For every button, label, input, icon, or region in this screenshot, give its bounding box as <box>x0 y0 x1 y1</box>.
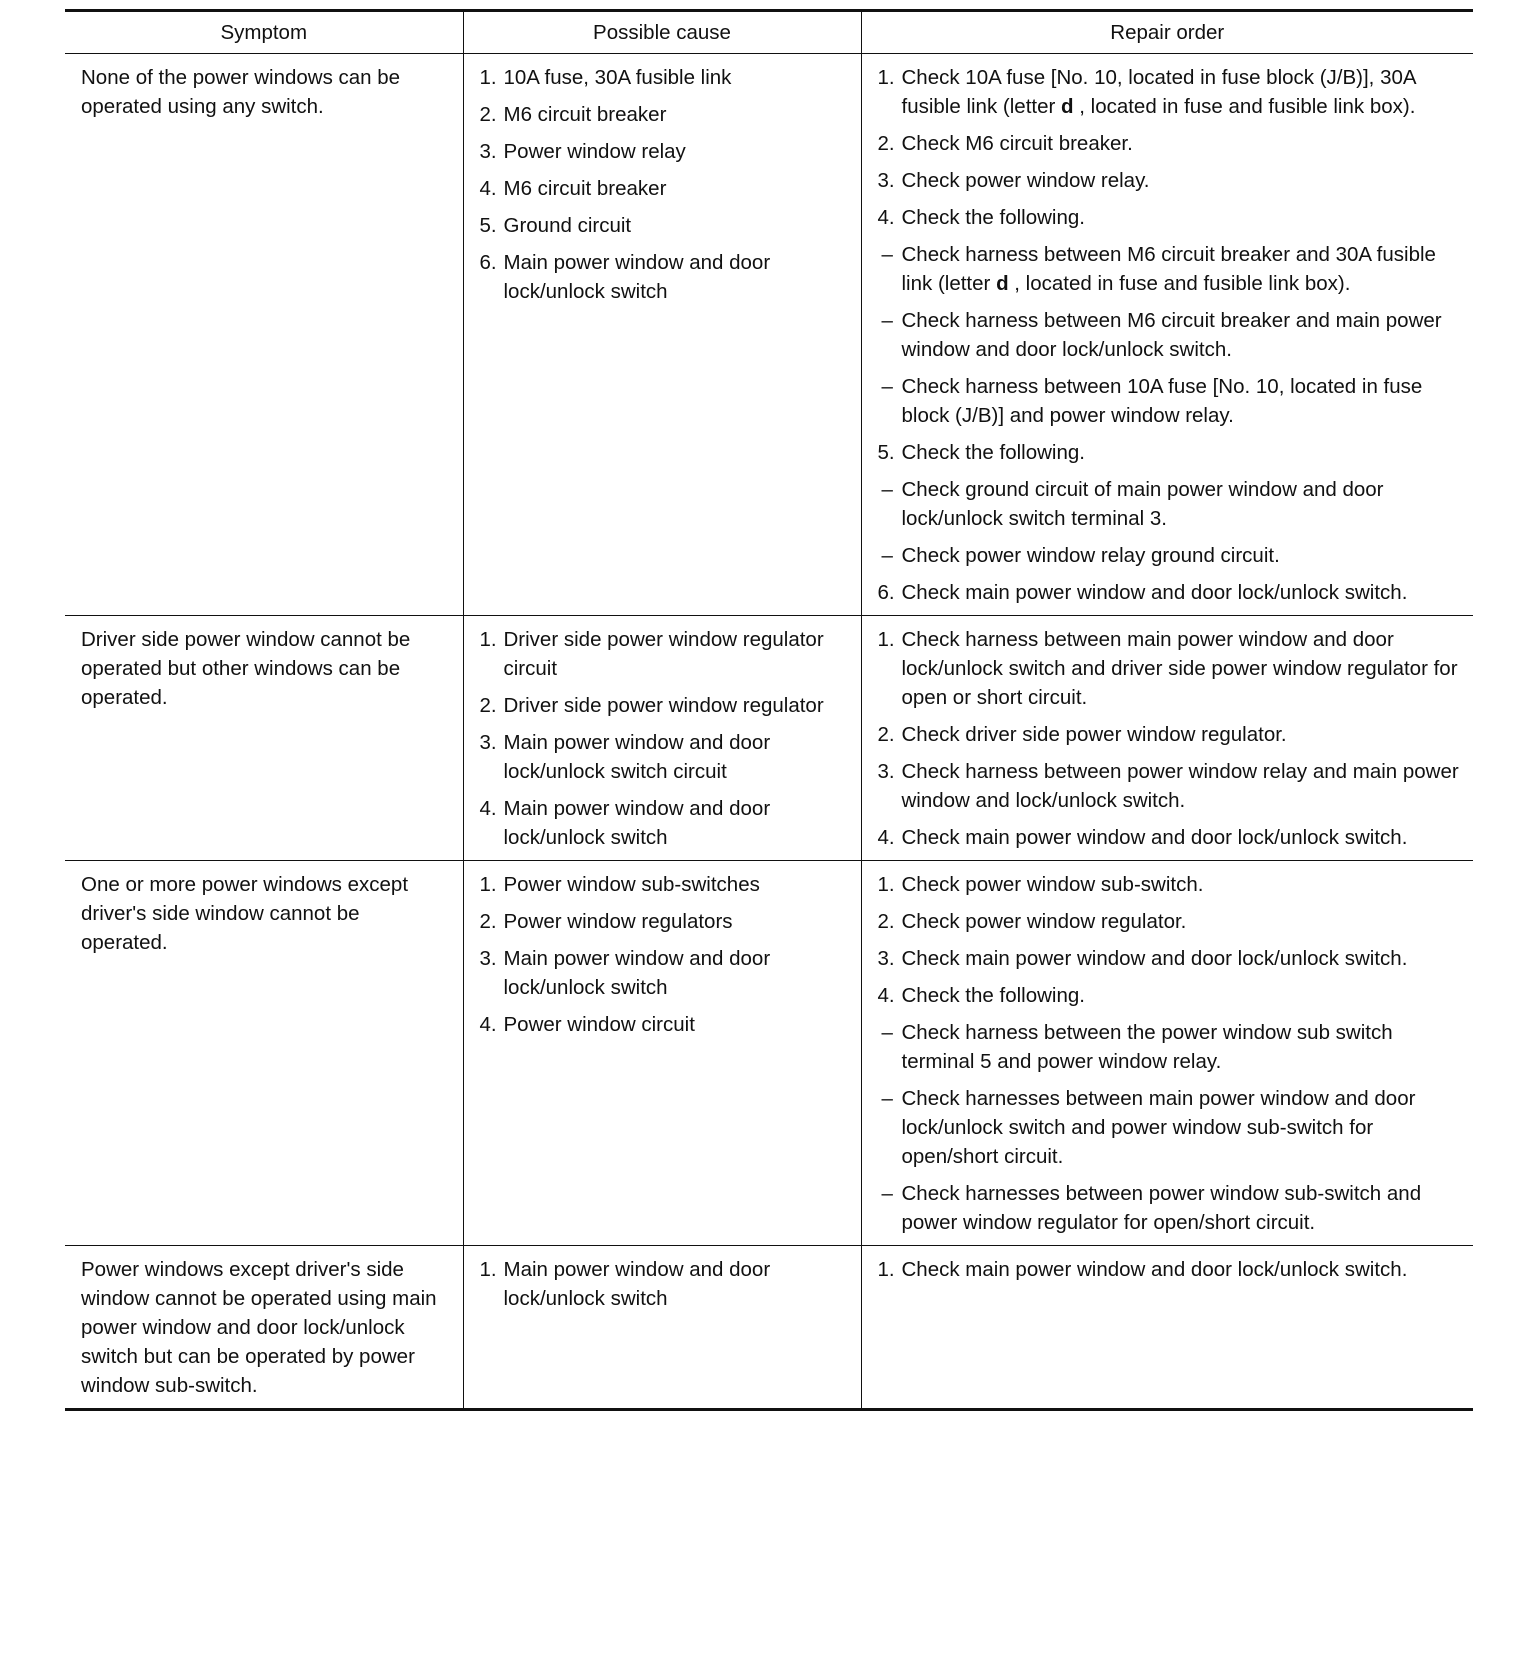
list-item-text: Power window circuit <box>503 1013 695 1036</box>
possible-cause-cell <box>463 861 861 1246</box>
cause-item <box>480 907 851 936</box>
list-item-text: Driver side power window regulator <box>503 694 824 717</box>
troubleshooting-sheet <box>65 9 1473 1411</box>
list-item-text: Check power window regulator. <box>901 910 1187 933</box>
list-marker: – <box>881 309 893 332</box>
repair-order-cell <box>861 1246 1473 1410</box>
list-marker: 4. <box>479 177 497 200</box>
list-marker: 2. <box>877 132 895 155</box>
list-item-text: Ground circuit <box>503 214 632 237</box>
list-item-text: Check harness between main power window and door lock/unlock switch and driver side power window regulator for open or short circuit. <box>901 628 1458 709</box>
list-marker: 5. <box>877 441 895 464</box>
list-item-text: Main power window and door lock/unlock switch <box>503 251 771 303</box>
symptom-cell <box>65 1246 463 1410</box>
repair-item <box>878 823 1462 852</box>
list-marker: 1. <box>877 66 895 89</box>
repair-item <box>878 1255 1462 1284</box>
list-item-text: Check main power window and door lock/unlock switch. <box>901 947 1408 970</box>
symptom-table <box>65 9 1473 1411</box>
repair-item <box>878 1084 1462 1171</box>
repair-item <box>878 1179 1462 1237</box>
list-marker: 3. <box>877 760 895 783</box>
header-row <box>65 11 1473 54</box>
repair-item <box>878 306 1462 364</box>
list-item-text: Main power window and door lock/unlock switch circuit <box>503 731 771 783</box>
list-item-text: Check harness between power window relay and main power window and lock/unlock switch. <box>901 760 1459 812</box>
symptom-text: Driver side power window cannot be operated but other windows can be operated. <box>81 628 411 709</box>
symptom-cell <box>65 54 463 616</box>
repair-item <box>878 870 1462 899</box>
list-item-text: Main power window and door lock/unlock switch <box>503 1258 771 1310</box>
symptom-text: One or more power windows except driver's side window cannot be operated. <box>81 873 409 954</box>
list-marker: 2. <box>479 910 497 933</box>
list-marker: 1. <box>479 1258 497 1281</box>
list-item-text: Check power window relay. <box>901 169 1150 192</box>
cause-item <box>480 944 851 1002</box>
list-item-text: Check main power window and door lock/unlock switch. <box>901 826 1408 849</box>
possible-cause-cell <box>463 616 861 861</box>
list-marker: 1. <box>877 873 895 896</box>
list-marker: 4. <box>479 797 497 820</box>
list-item-text: Power window sub-switches <box>503 873 760 896</box>
list-marker: – <box>881 1021 893 1044</box>
table-row <box>65 861 1473 1246</box>
possible-cause-cell <box>463 1246 861 1410</box>
repair-order-cell <box>861 861 1473 1246</box>
repair-item <box>878 757 1462 815</box>
possible-cause-cell <box>463 54 861 616</box>
list-marker: 1. <box>877 1258 895 1281</box>
list-item-text: Check power window relay ground circuit. <box>901 544 1280 567</box>
repair-item <box>878 1018 1462 1076</box>
list-marker: 3. <box>479 947 497 970</box>
list-item-text: Check harness between M6 circuit breaker and 30A fusible link (letter d , located in fuse and fusible link box). <box>901 243 1436 295</box>
list-item-text: Driver side power window regulator circuit <box>503 628 824 680</box>
cause-item <box>480 248 851 306</box>
repair-item <box>878 240 1462 298</box>
symptom-text: Power windows except driver's side window cannot be operated using main power window and door lock/unlock switch but can be operated by power window sub-switch. <box>81 1258 437 1397</box>
repair-order-cell <box>861 616 1473 861</box>
list-item-text: Check harness between 10A fuse [No. 10, located in fuse block (J/B)] and power window relay. <box>901 375 1423 427</box>
list-marker: 5. <box>479 214 497 237</box>
header-symptom: Symptom <box>65 11 463 54</box>
list-marker: 3. <box>479 140 497 163</box>
list-marker: 2. <box>479 694 497 717</box>
list-item-text: Check M6 circuit breaker. <box>901 132 1133 155</box>
list-marker: 1. <box>877 628 895 651</box>
repair-item <box>878 944 1462 973</box>
cause-item <box>480 174 851 203</box>
cause-item <box>480 100 851 129</box>
list-marker: 1. <box>479 628 497 651</box>
cause-item <box>480 1010 851 1039</box>
repair-item <box>878 372 1462 430</box>
list-item-text: M6 circuit breaker <box>503 103 667 126</box>
list-item-text: M6 circuit breaker <box>503 177 667 200</box>
list-item-text: 10A fuse, 30A fusible link <box>503 66 732 89</box>
repair-order-cell <box>861 54 1473 616</box>
list-marker: 6. <box>877 581 895 604</box>
list-item-text: Check harness between the power window sub switch terminal 5 and power window relay. <box>901 1021 1393 1073</box>
repair-item <box>878 907 1462 936</box>
repair-item <box>878 720 1462 749</box>
list-item-text: Check harnesses between main power window and door lock/unlock switch and power window sub-switch for open/short circuit. <box>901 1087 1416 1168</box>
cause-item <box>480 625 851 683</box>
list-item-text: Check driver side power window regulator. <box>901 723 1287 746</box>
table-row <box>65 616 1473 861</box>
repair-item <box>878 578 1462 607</box>
list-marker: 2. <box>877 723 895 746</box>
cause-item <box>480 794 851 852</box>
header-repair-order: Repair order <box>861 11 1473 54</box>
list-marker: 4. <box>877 206 895 229</box>
table-header <box>65 11 1473 54</box>
cause-item <box>480 63 851 92</box>
list-marker: 4. <box>479 1013 497 1036</box>
symptom-text: None of the power windows can be operated using any switch. <box>81 66 401 118</box>
cause-item <box>480 137 851 166</box>
list-item-text: Check the following. <box>901 441 1085 464</box>
list-marker: 4. <box>877 984 895 1007</box>
list-marker: 1. <box>479 873 497 896</box>
list-item-text: Check the following. <box>901 206 1085 229</box>
list-marker: – <box>881 1182 893 1205</box>
repair-item <box>878 541 1462 570</box>
list-marker: – <box>881 243 893 266</box>
repair-item <box>878 129 1462 158</box>
list-marker: – <box>881 478 893 501</box>
repair-item <box>878 438 1462 467</box>
header-possible-cause: Possible cause <box>463 11 861 54</box>
list-marker: 6. <box>479 251 497 274</box>
list-marker: 3. <box>479 731 497 754</box>
list-marker: 1. <box>479 66 497 89</box>
list-item-text: Main power window and door lock/unlock switch <box>503 947 771 999</box>
list-item-text: Power window regulators <box>503 910 733 933</box>
list-item-text: Check harnesses between power window sub-switch and power window regulator for open/short circuit. <box>901 1182 1422 1234</box>
list-item-text: Check 10A fuse [No. 10, located in fuse block (J/B)], 30A fusible link (letter d , located in fuse and fusible link box). <box>901 66 1416 118</box>
repair-item <box>878 203 1462 232</box>
cause-item <box>480 1255 851 1313</box>
repair-item <box>878 981 1462 1010</box>
symptom-cell <box>65 861 463 1246</box>
list-marker: 3. <box>877 169 895 192</box>
list-item-text: Check power window sub-switch. <box>901 873 1204 896</box>
list-item-text: Check harness between M6 circuit breaker and main power window and door lock/unlock switch. <box>901 309 1442 361</box>
list-item-text: Check main power window and door lock/unlock switch. <box>901 581 1408 604</box>
list-marker: 2. <box>877 910 895 933</box>
repair-item <box>878 166 1462 195</box>
list-marker: – <box>881 375 893 398</box>
table-row <box>65 54 1473 616</box>
cause-item <box>480 870 851 899</box>
list-item-text: Check the following. <box>901 984 1085 1007</box>
cause-item <box>480 691 851 720</box>
table-row <box>65 1246 1473 1410</box>
repair-item <box>878 475 1462 533</box>
repair-item <box>878 625 1462 712</box>
list-item-text: Power window relay <box>503 140 686 163</box>
list-marker: – <box>881 1087 893 1110</box>
cause-item <box>480 728 851 786</box>
table-body <box>65 54 1473 1410</box>
symptom-cell <box>65 616 463 861</box>
repair-item <box>878 63 1462 121</box>
cause-item <box>480 211 851 240</box>
list-item-text: Check main power window and door lock/unlock switch. <box>901 1258 1408 1281</box>
list-marker: 3. <box>877 947 895 970</box>
list-item-text: Main power window and door lock/unlock switch <box>503 797 771 849</box>
list-marker: 2. <box>479 103 497 126</box>
list-marker: 4. <box>877 826 895 849</box>
list-item-text: Check ground circuit of main power window and door lock/unlock switch terminal 3. <box>901 478 1384 530</box>
list-marker: – <box>881 544 893 567</box>
